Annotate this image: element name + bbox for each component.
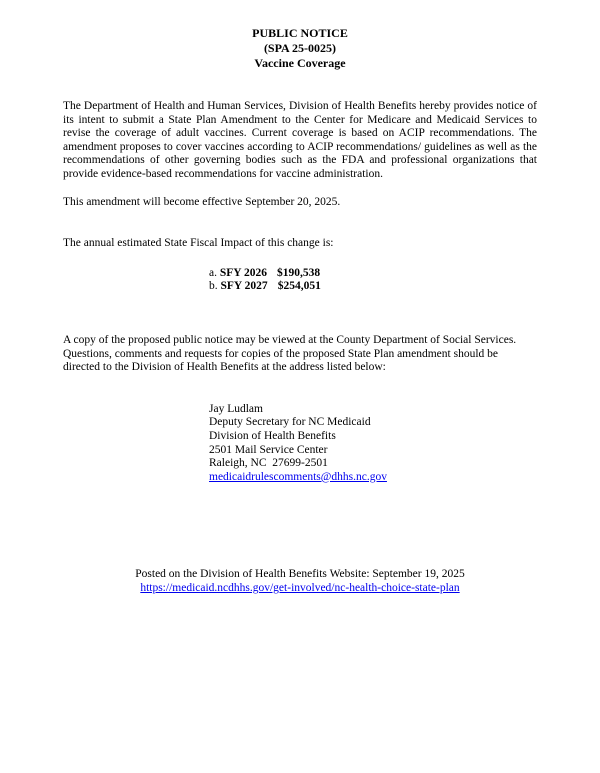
- footer-posted-line: Posted on the Division of Health Benefits Website: September 19, 2025: [135, 568, 465, 581]
- fiscal-impact-list: [63, 267, 537, 294]
- fiscal-item-prefix: b.: [209, 280, 221, 293]
- address-line-division: Division of Health Benefits: [209, 429, 336, 442]
- fiscal-impact-item: [209, 280, 537, 294]
- document-header: [63, 26, 537, 71]
- address-line-city: Raleigh, NC 27699-2501: [209, 457, 328, 470]
- fiscal-amount: $254,051: [277, 280, 321, 293]
- notice-spa-number: (SPA 25-0025): [263, 41, 337, 55]
- footer-website-link[interactable]: https://medicaid.ncdhhs.gov/get-involved/nc-health-choice-state-plan: [140, 581, 460, 594]
- address-line-street: 2501 Mail Service Center: [209, 443, 328, 456]
- fiscal-item-prefix: a.: [209, 266, 220, 279]
- notice-title: PUBLIC NOTICE: [252, 26, 348, 40]
- fiscal-impact-intro: The annual estimated State Fiscal Impact of this change is:: [63, 237, 334, 250]
- copy-request-paragraph: A copy of the proposed public notice may be viewed at the County Department of Social Services. Questions, comments and requests for copies of the proposed State Plan amendment should be directed to the Division of Health Benefits at the address listed below:: [63, 333, 517, 374]
- address-line-title: Deputy Secretary for NC Medicaid: [209, 416, 371, 429]
- effective-date-line: This amendment will become effective September 20, 2025.: [63, 195, 341, 208]
- contact-email-link[interactable]: medicaidrulescomments@dhhs.nc.gov: [209, 470, 387, 483]
- notice-subject: Vaccine Coverage: [254, 56, 346, 70]
- document-footer: [63, 568, 537, 595]
- fiscal-year: SFY 2026: [219, 266, 268, 279]
- fiscal-amount: $190,538: [277, 266, 321, 279]
- intro-paragraph: The Department of Health and Human Services, Division of Health Benefits hereby provides notice of its intent to submit a State Plan Amendment to the Center for Medicare and Medicaid Services to revise the coverage of adult vaccines. Current coverage is based on ACIP recommendations. The amendment proposes to cover vaccines according to ACIP recommendations/ guidelines as well as the recommendations of other governing bodies such as the FDA and professional organizations that provide evidence-based recommendations for vaccine administration.: [63, 100, 537, 180]
- address-line-name: Jay Ludlam: [209, 402, 263, 415]
- fiscal-impact-item: [209, 267, 537, 281]
- contact-address-block: [63, 403, 537, 485]
- fiscal-year: SFY 2027: [220, 280, 268, 293]
